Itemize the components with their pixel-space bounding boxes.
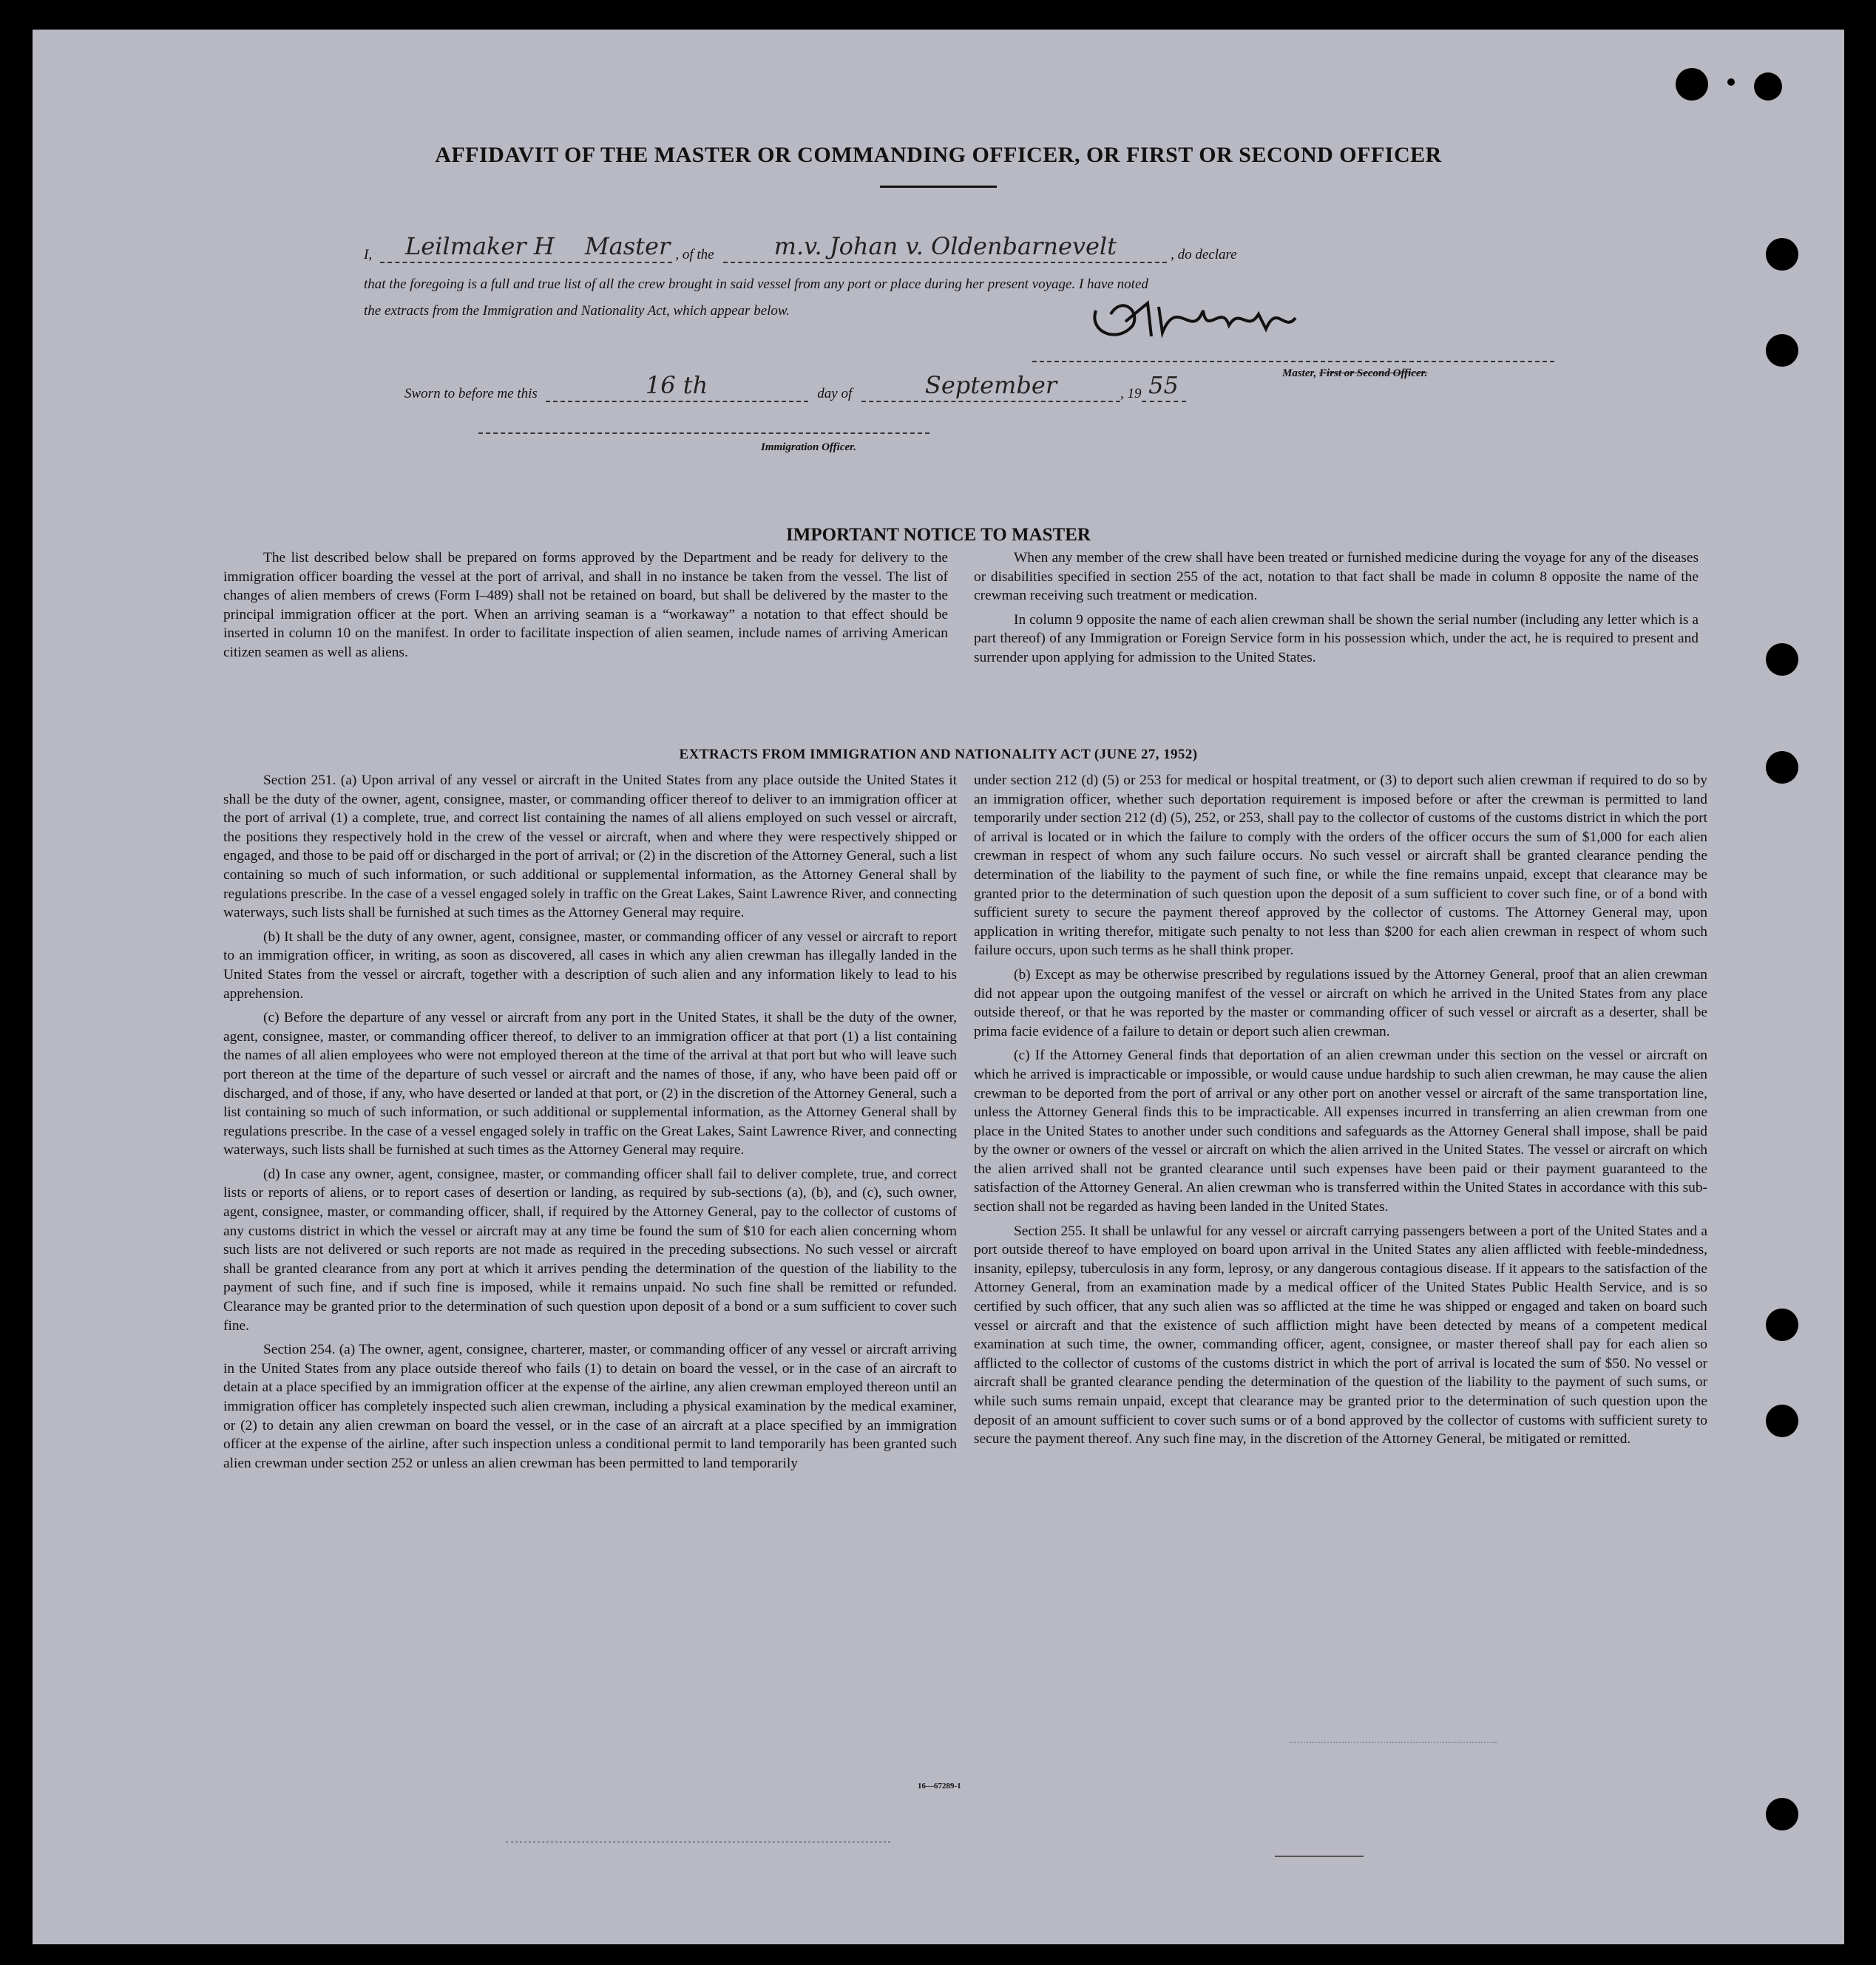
title-divider xyxy=(880,186,997,188)
binder-hole-icon xyxy=(1766,1405,1798,1437)
notice-paragraph: In column 9 opposite the name of each alien crewman shall be shown the serial number (including any letter which is a part thereof) of any Immigration or Foreign Service form in his possession which, under the act, he is required to present and surrender upon applying for admission to the United States. xyxy=(974,611,1699,665)
extract-paragraph: (d) In case any owner, agent, consignee, master, or commanding officer shall fail to deliver complete, true, and correct lists or reports of aliens, or to report cases of desertion or landing, as required by sub-sections (a), (b), and (c), such owner, agent, consignee, master, or commanding officer, shall, if required by the Attorney General, pay to the collector of customs of any customs district in which the vessel or aircraft may at any time be found the sum of $10 for each alien concerning whom such lists are not delivered or such reports are not made as required in the preceding subsections. No such vessel or aircraft shall be granted clearance from any port at which it arrives pending the determination of the question of the liability to the payment of such fine, and if such fine is imposed, while it remains unpaid. No such fine shall be remitted or refunded. Clearance may be granted prior to the determination of such question upon deposit of a bond or a sum sufficient to cover such fine. xyxy=(223,1166,957,1334)
vessel-value: m.v. Johan v. Oldenbarnevelt xyxy=(773,232,1117,260)
bleed-through-mark xyxy=(1290,1742,1497,1749)
year-prefix: , 19 xyxy=(1120,386,1142,401)
signature-caption-struck: First or Second Officer. xyxy=(1319,367,1428,379)
declaration-line-3: the extracts from the Immigration and Nationality Act, which appear below. xyxy=(364,303,790,319)
binder-hole-icon xyxy=(1766,1309,1798,1341)
notice-right-column xyxy=(974,549,1699,673)
binder-hole-icon xyxy=(1766,238,1798,271)
extract-paragraph: (b) It shall be the duty of any owner, agent, consignee, master, or commanding officer of any vessel or aircraft to report to an immigration officer, in writing, as soon as discovered, all cases in which any alien crewman has illegally landed in the United States from the vessel or aircraft, together with a description of such alien and any information likely to lead to his apprehension. xyxy=(223,929,957,1002)
sworn-year-field xyxy=(1142,371,1186,402)
binder-hole-icon xyxy=(1727,78,1735,86)
notice-paragraph: The list described below shall be prepared on forms approved by the Department and be ready for delivery to the immigration officer boarding the vessel at the port of arrival, and shall in no instance be taken from the vessel. The list of changes of alien members of crews (Form I–489) shall not be retained on board, but shall be delivered by the master to the principal immigration officer at the port. When an arriving seaman is a “workaway” a notation to that effect should be inserted in column 10 on the manifest. In order to facilitate inspection of alien seamen, include names of arriving American citizen seamen as well as aliens. xyxy=(223,550,948,660)
extract-paragraph: Section 254. (a) The owner, agent, consignee, charterer, master, or commanding officer of any vessel or aircraft arriving in the United States from any place outside thereof who fails (1) to detain on board the vessel, or in the case of an aircraft to detain at a place specified by an immigration officer at the expense of the airline, any alien crewman employed thereon until an immigration officer has completely inspected such alien crewman, including a physical examination by the medical examiner, or (2) to detain any alien crewman on board the vessel, or in the case of an aircraft at a place specified by an immigration officer at the expense of the airline, after such inspection unless a conditional permit to land temporarily has been granted such alien crewman under section 252 or unless an alien crewman has been permitted to land temporarily xyxy=(223,1342,957,1471)
sworn-day-field xyxy=(546,371,808,402)
declaration-line-1 xyxy=(364,232,1237,263)
vessel-field xyxy=(723,232,1167,263)
extracts-left-column xyxy=(223,771,957,1478)
sworn-line xyxy=(404,371,1186,402)
form-number: 16—67289-1 xyxy=(918,1782,961,1791)
notice-left-column xyxy=(223,549,948,668)
signature-caption-master: Master, xyxy=(1282,367,1317,379)
of-the-label: , of the xyxy=(675,247,714,262)
sworn-month-value: September xyxy=(924,371,1057,399)
rank-value: Master xyxy=(584,232,671,260)
signature-caption xyxy=(1282,367,1427,380)
binder-hole-icon xyxy=(1766,643,1798,676)
sworn-month-field xyxy=(861,371,1120,402)
sworn-prefix: Sworn to before me this xyxy=(404,386,538,401)
extracts-right-column xyxy=(974,771,1707,1454)
binder-hole-icon xyxy=(1766,1798,1798,1830)
bleed-through-mark xyxy=(506,1841,890,1849)
immigration-officer-label: Immigration Officer. xyxy=(761,441,856,453)
bleed-through-mark xyxy=(1275,1856,1364,1857)
extract-paragraph: (c) Before the departure of any vessel or aircraft from any port in the United States, it shall be the duty of the owner, agent, consignee, master, or commanding officer thereof, to deliver to an immigration officer at that port (1) a list containing the names of all alien employees who were not employed thereon at the time of the arrival at that port but who will leave such port thereon at the time of the departure of such vessel or aircraft and the names of those, if any, who have been paid off or discharged, and of those, if any, who have deserted or landed at that port, or (2) in the discretion of the Attorney General, such a list containing so much of such information, or such additional or supplemental information, as the Attorney General shall by regulations prescribe. In the case of a vessel engaged solely in traffic on the Great Lakes, Saint Lawrence River, and connecting waterways, such lists shall be furnished at such times as the Attorney General may require. xyxy=(223,1010,957,1158)
sworn-day-value: 16 th xyxy=(645,371,708,399)
signature-image xyxy=(1081,281,1569,347)
extract-paragraph: (b) Except as may be otherwise prescribed by regulations issued by the Attorney General, proof that an alien crewman did not appear upon the outgoing manifest of the vessel or aircraft on which he arrived in the United States from any place outside thereof, or that he was reported by the master or commanding officer of such vessel or aircraft as a deserter, shall be prima facie evidence of a failure to detain or deport such alien crewman. xyxy=(974,966,1707,1039)
affidavit-title: AFFIDAVIT OF THE MASTER OR COMMANDING OFFICER, OR FIRST OR SECOND OFFICER xyxy=(435,143,1442,167)
declare-suffix: , do declare xyxy=(1171,247,1237,262)
master-signature xyxy=(1081,281,1569,347)
declaration-prefix: I, xyxy=(364,247,373,262)
day-of-label: day of xyxy=(817,386,853,401)
binder-hole-icon xyxy=(1766,334,1798,367)
rank-field xyxy=(583,232,672,263)
extract-paragraph: Section 251. (a) Upon arrival of any vessel or aircraft in the United States from any place outside the United States it shall be the duty of the owner, agent, consignee, master, or commanding officer thereof to deliver to an immigration officer at the port of arrival (1) a complete, true, and correct list containing the names of all aliens employed on such vessel or aircraft, the positions they respectively hold in the crew of the vessel or aircraft, when and where they were respectively shipped or engaged, and those to be paid off or discharged in the port of arrival; or (2) in the discretion of the Attorney General, such a list containing so much of such information, or such additional or supplemental information, as the Attorney General shall by regulations prescribe. In the case of a vessel engaged solely in traffic on the Great Lakes, Saint Lawrence River, and connecting waterways, such lists shall be furnished at such times as the Attorney General may require. xyxy=(223,773,957,921)
extract-paragraph: (c) If the Attorney General finds that deportation of an alien crewman under this section on the vessel or aircraft on which he arrived is impracticable or impossible, or would cause undue hardship to such alien crewman, he may cause the alien crewman to be deported from the port of arrival or any other port on another vessel or aircraft of the same transportation line, unless the Attorney General finds this to be impracticable. All expenses incurred in transferring an alien crewman from one place in the United States to another under such conditions and safeguards as the Attorney General shall impose, shall be paid by the owner or owners of the vessel or aircraft on which the alien arrived in the United States. The vessel or aircraft on which the alien arrived shall not be granted clearance until such expenses have been paid or their payment guaranteed to the satisfaction of the Attorney General. An alien crewman who is transferred within the United States in accordance with this sub-section shall not be regarded as having been landed in the United States. xyxy=(974,1048,1707,1215)
sworn-year-value: 55 xyxy=(1148,371,1179,399)
binder-hole-icon xyxy=(1676,68,1708,101)
extract-paragraph: under section 212 (d) (5) or 253 for medical or hospital treatment, or (3) to deport such alien crewman if required to do so by an immigration officer, whether such deportation requirement is imposed before or after the crewman is permitted to land temporarily under section 212 (d) (5), 252, or 253, shall pay to the collector of customs of the customs district in which the port of arrival is located or in which the failure to comply with the orders of the officer occurs the sum of $1,000 for each alien crewman in respect of whom any such failure occurs. No such vessel or aircraft shall be granted clearance pending the determination of the liability to the payment of such fine, or while the fine remains unpaid, except that clearance may be granted prior to the determination of such question upon the deposit of a sum sufficient to cover such fine, or of a bond with sufficient surety to secure the payment thereof approved by the collector of customs. The Attorney General may, upon application in writing therefor, mitigate such penalty to not less than $200 for each alien crewman in respect of whom such failure occurs, upon such terms as he shall think proper. xyxy=(974,773,1707,959)
binder-hole-icon xyxy=(1754,72,1782,101)
master-name-value: Leilmaker H xyxy=(404,232,555,260)
notice-paragraph: When any member of the crew shall have been treated or furnished medicine during the voyage for any of the diseases or disabilities specified in section 255 of the act, notation to that fact shall be made in column 8 opposite the name of the crewman receiving such treatment or medication. xyxy=(974,550,1699,604)
extracts-title: EXTRACTS FROM IMMIGRATION AND NATIONALITY ACT (JUNE 27, 1952) xyxy=(679,747,1198,762)
extract-paragraph: Section 255. It shall be unlawful for any vessel or aircraft carrying passengers between a port of the United States and a port outside thereof to have employed on board upon arrival in the United States any alien afflicted with feeble-mindedness, insanity, epilepsy, tuberculosis in any form, leprosy, or any dangerous contagious disease. If it appears to the satisfaction of the Attorney General, from an examination made by a medical officer of the United States Public Health Service, and is so certified by such officer, that any such alien was so afflicted at the time he was shipped or engaged and taken on board such vessel or aircraft and that the existence of such affliction might have been detected by means of a competent medical examination at such time, the owner, commanding officer, agent, consignee, or master thereof shall pay for each alien so afflicted to the collector of customs of the customs district in which the port of arrival is located the sum of $50. No vessel or aircraft shall be granted clearance pending the determination of the question of the liability to the payment of such sums, or while such sums remain unpaid, except that clearance may be granted prior to the determination of such question upon the deposit of an amount sufficient to cover such sums or of a bond approved by the collector of customs with sufficient surety to secure the payment thereof. Any such fine may, in the discretion of the Attorney General, be mitigated or remitted. xyxy=(974,1223,1707,1448)
signature-line xyxy=(1032,361,1554,362)
document-page xyxy=(33,30,1844,1944)
declaration-line-2: that the foregoing is a full and true list of all the crew brought in said vessel from any port or place during her present voyage. I have noted xyxy=(364,276,1148,292)
notice-title: IMPORTANT NOTICE TO MASTER xyxy=(786,525,1091,545)
immigration-officer-line xyxy=(478,432,929,434)
master-name-field xyxy=(380,232,580,263)
